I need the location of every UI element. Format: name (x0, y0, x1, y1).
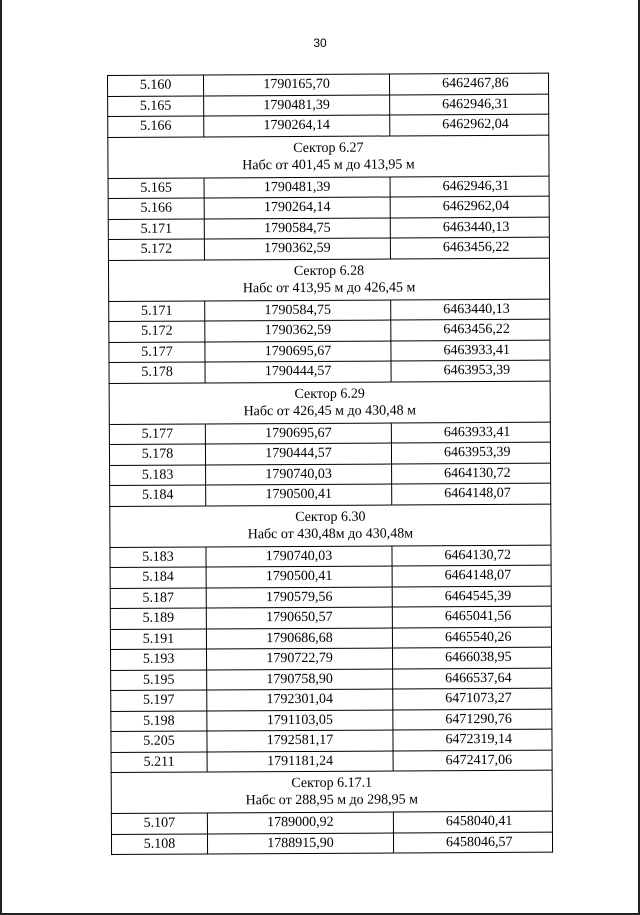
y-coordinate-cell: 6471290,76 (393, 709, 552, 730)
table-row (109, 299, 550, 322)
table-row (110, 463, 551, 486)
y-coordinate-cell: 6458046,57 (393, 832, 552, 853)
x-coordinate-cell: 1790500,41 (206, 484, 392, 505)
y-coordinate-cell: 6463953,39 (391, 360, 550, 381)
section-subtitle: Набс от 430,48м до 430,48м (247, 525, 414, 542)
point-id-cell: 5.184 (110, 485, 206, 506)
point-id-cell: 5.171 (108, 218, 204, 239)
y-coordinate-cell: 6464130,72 (392, 545, 551, 566)
section-header-row (110, 504, 551, 547)
x-coordinate-cell: 1790686,68 (206, 628, 392, 649)
section-header-row (111, 770, 552, 813)
x-coordinate-cell: 1790695,67 (205, 341, 391, 362)
point-id-cell: 5.183 (110, 464, 206, 485)
table-row (109, 442, 550, 465)
x-coordinate-cell: 1790264,14 (204, 115, 390, 136)
x-coordinate-cell: 1791103,05 (207, 710, 393, 731)
table-row (111, 647, 552, 670)
coordinates-table (107, 73, 553, 855)
point-id-cell: 5.166 (108, 198, 204, 219)
section-subtitle: Набс от 413,95 м до 426,45 м (242, 279, 416, 296)
point-id-cell: 5.165 (108, 95, 204, 116)
y-coordinate-cell: 6463953,39 (391, 442, 550, 463)
y-coordinate-cell: 6465540,26 (392, 627, 551, 648)
x-coordinate-cell: 1790362,59 (204, 238, 390, 259)
table-row (108, 217, 549, 240)
table-row (109, 340, 550, 363)
y-coordinate-cell: 6463456,22 (391, 319, 550, 340)
point-id-cell: 5.107 (111, 813, 207, 834)
x-coordinate-cell: 1790740,03 (206, 546, 392, 567)
section-subtitle: Набс от 426,45 м до 430,48 м (243, 402, 417, 419)
section-subtitle: Набс от 401,45 м до 413,95 м (242, 156, 415, 173)
point-id-cell: 5.172 (109, 321, 205, 342)
point-id-cell: 5.108 (111, 833, 207, 854)
scan-edge-left (0, 0, 2, 915)
table-row (110, 483, 551, 506)
section-title: Сектор 6.17.1 (291, 775, 373, 792)
point-id-cell: 5.198 (111, 710, 207, 731)
y-coordinate-cell: 6462946,31 (390, 94, 549, 115)
table-row (108, 94, 549, 117)
x-coordinate-cell: 1790650,57 (206, 607, 392, 628)
table-row (110, 565, 551, 588)
point-id-cell: 5.160 (108, 75, 204, 96)
x-coordinate-cell: 1792301,04 (207, 689, 393, 710)
table-row (111, 811, 552, 834)
section-subtitle: Набс от 288,95 м до 298,95 м (245, 792, 419, 809)
y-coordinate-cell: 6464148,07 (392, 483, 551, 504)
y-coordinate-cell: 6463456,22 (390, 237, 549, 258)
point-id-cell: 5.193 (111, 649, 207, 670)
point-id-cell: 5.171 (109, 300, 205, 321)
x-coordinate-cell: 1790758,90 (207, 669, 393, 690)
point-id-cell: 5.177 (109, 341, 205, 362)
table-row (111, 709, 552, 732)
point-id-cell: 5.189 (110, 608, 206, 629)
point-id-cell: 5.191 (110, 628, 206, 649)
x-coordinate-cell: 1790584,75 (204, 218, 390, 239)
x-coordinate-cell: 1790481,39 (204, 177, 390, 198)
x-coordinate-cell: 1790481,39 (204, 95, 390, 116)
y-coordinate-cell: 6464148,07 (392, 565, 551, 586)
y-coordinate-cell: 6466537,64 (393, 668, 552, 689)
table-row (108, 114, 549, 137)
x-coordinate-cell: 1790500,41 (206, 566, 392, 587)
point-id-cell: 5.197 (111, 690, 207, 711)
y-coordinate-cell: 6472417,06 (393, 750, 552, 771)
point-id-cell: 5.211 (111, 751, 207, 772)
table-row (108, 176, 549, 199)
section-header-row (108, 135, 549, 178)
section-title: Сектор 6.27 (293, 140, 364, 156)
point-id-cell: 5.183 (110, 546, 206, 567)
table-row (108, 196, 549, 219)
x-coordinate-cell: 1790362,59 (205, 320, 391, 341)
section-header-cell (109, 381, 550, 424)
section-title: Сектор 6.28 (293, 263, 365, 279)
point-id-cell: 5.166 (108, 116, 204, 137)
table-row (109, 360, 550, 383)
section-header-cell (108, 258, 549, 301)
point-id-cell: 5.165 (108, 177, 204, 198)
section-header-cell (110, 504, 551, 547)
y-coordinate-cell: 6472319,14 (393, 729, 552, 750)
table-row (108, 73, 549, 96)
x-coordinate-cell: 1790740,03 (206, 464, 392, 485)
y-coordinate-cell: 6462962,04 (390, 114, 549, 135)
table-row (110, 627, 551, 650)
x-coordinate-cell: 1792581,17 (207, 730, 393, 751)
point-id-cell: 5.177 (109, 423, 205, 444)
x-coordinate-cell: 1791181,24 (207, 751, 393, 772)
section-header-cell (111, 770, 552, 813)
table-row (111, 668, 552, 691)
section-header-row (109, 381, 550, 424)
point-id-cell: 5.172 (108, 239, 204, 260)
y-coordinate-cell: 6463440,13 (390, 217, 549, 238)
table-row (109, 422, 550, 445)
y-coordinate-cell: 6466038,95 (393, 647, 552, 668)
y-coordinate-cell: 6465041,56 (392, 606, 551, 627)
table-row (111, 750, 552, 773)
point-id-cell: 5.178 (109, 444, 205, 465)
x-coordinate-cell: 1788915,90 (207, 833, 393, 854)
section-title: Сектор 6.30 (295, 509, 366, 525)
y-coordinate-cell: 6463440,13 (391, 299, 550, 320)
section-header-row (108, 258, 549, 301)
x-coordinate-cell: 1790695,67 (205, 423, 391, 444)
x-coordinate-cell: 1790444,57 (205, 443, 391, 464)
table-row (109, 319, 550, 342)
x-coordinate-cell: 1790165,70 (204, 74, 390, 95)
table-row (110, 606, 551, 629)
y-coordinate-cell: 6471073,27 (393, 688, 552, 709)
coordinates-table-body (108, 73, 553, 854)
y-coordinate-cell: 6462467,86 (389, 73, 548, 94)
x-coordinate-cell: 1790584,75 (205, 300, 391, 321)
point-id-cell: 5.184 (110, 567, 206, 588)
table-row (111, 729, 552, 752)
y-coordinate-cell: 6458040,41 (393, 811, 552, 832)
table-row (108, 237, 549, 260)
table-row (111, 688, 552, 711)
x-coordinate-cell: 1790444,57 (205, 361, 391, 382)
point-id-cell: 5.205 (111, 731, 207, 752)
y-coordinate-cell: 6464545,39 (392, 586, 551, 607)
x-coordinate-cell: 1790579,56 (206, 587, 392, 608)
section-title: Сектор 6.29 (294, 386, 365, 402)
y-coordinate-cell: 6464130,72 (392, 463, 551, 484)
point-id-cell: 5.187 (110, 587, 206, 608)
page-number: 30 (313, 36, 327, 50)
table-row (110, 545, 551, 568)
x-coordinate-cell: 1790722,79 (207, 648, 393, 669)
x-coordinate-cell: 1790264,14 (204, 197, 390, 218)
point-id-cell: 5.178 (109, 362, 205, 383)
y-coordinate-cell: 6463933,41 (391, 340, 550, 361)
y-coordinate-cell: 6462946,31 (390, 176, 549, 197)
point-id-cell: 5.195 (111, 669, 207, 690)
table-row (110, 586, 551, 609)
y-coordinate-cell: 6462962,04 (390, 196, 549, 217)
y-coordinate-cell: 6463933,41 (391, 422, 550, 443)
table-row (111, 832, 552, 855)
section-header-cell (108, 135, 549, 178)
x-coordinate-cell: 1789000,92 (207, 812, 393, 833)
